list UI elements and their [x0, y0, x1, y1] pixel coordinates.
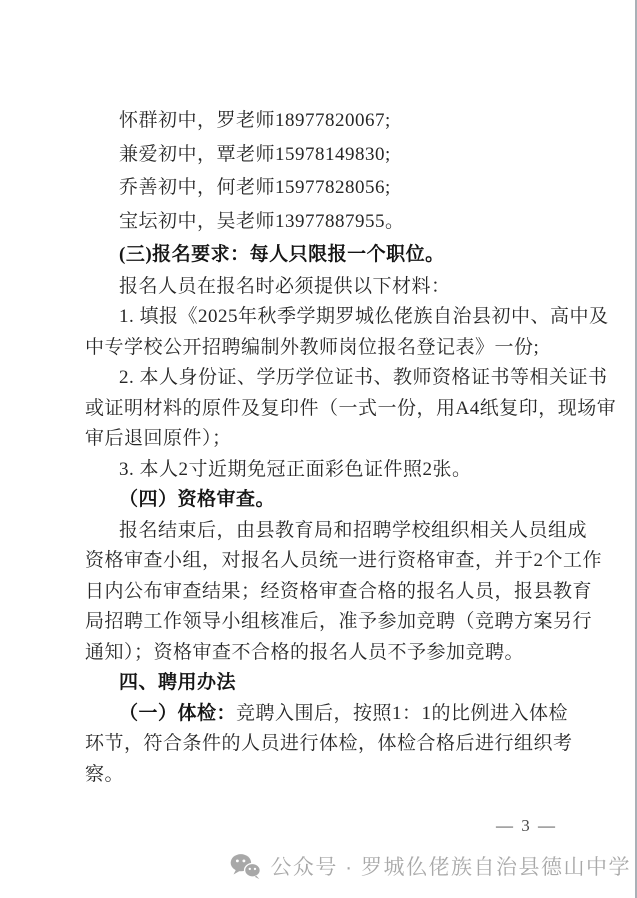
- document-line: （一）体检：竞聘入围后，按照1：1的比例进入体检: [119, 702, 569, 724]
- document-line: 通知）；资格审查不合格的报名人员不予参加竞聘。: [85, 641, 525, 663]
- document-line: 兼爱初中，覃老师15978149830;: [119, 143, 391, 165]
- document-line: 审后退回原件）；: [85, 428, 232, 449]
- wechat-watermark: [230, 851, 631, 881]
- document-line: （四）资格审查。: [119, 489, 276, 510]
- document-line: 怀群初中，罗老师18977820067;: [119, 110, 391, 131]
- document-line: 3. 本人2寸近期免冠正面彩色证件照2张。: [119, 458, 472, 480]
- document-line: 报名结束后，由县教育局和招聘学校组织相关人员组成: [119, 519, 588, 541]
- document-line: 四、聘用办法: [119, 672, 237, 693]
- document-line: 资格审查小组，对报名人员统一进行资格审查，并于2个工作: [85, 550, 603, 571]
- document-line: 报名人员在报名时必须提供以下材料：: [119, 275, 451, 297]
- document-line: 2. 本人身份证、学历学位证书、教师资格证书等相关证书: [119, 367, 608, 388]
- document-line: 或证明材料的原件及复印件（一式一份，用A4纸复印，现场审: [85, 397, 617, 419]
- document-line: 察。: [85, 763, 125, 785]
- document-line: 乔善初中，何老师15977828056;: [119, 177, 391, 198]
- document-line: (三)报名要求：每人只限报一个职位。: [119, 244, 445, 265]
- document-line: 局招聘工作领导小组核准后，准予参加竞聘（竞聘方案另行: [85, 611, 593, 632]
- watermark-text: 公众号 · 罗城仫佬族自治县德山中学: [270, 856, 631, 879]
- page-number: — 3 —: [496, 816, 557, 835]
- document-line: 1. 填报《2025年秋季学期罗城仫佬族自治县初中、高中及: [119, 306, 609, 327]
- line-bold-prefix: （一）体检：: [119, 702, 237, 724]
- document-line: 宝坛初中，吴老师13977887955。: [119, 210, 405, 232]
- document-body: [85, 104, 617, 790]
- document-line: 中专学校公开招聘编制外教师岗位报名登记表》一份;: [85, 336, 540, 358]
- document-line: 环节，符合条件的人员进行体检，体检合格后进行组织考: [85, 733, 573, 754]
- wechat-icon: [230, 853, 261, 880]
- document-line: 日内公布审查结果；经资格审查合格的报名人员，报县教育: [85, 580, 593, 602]
